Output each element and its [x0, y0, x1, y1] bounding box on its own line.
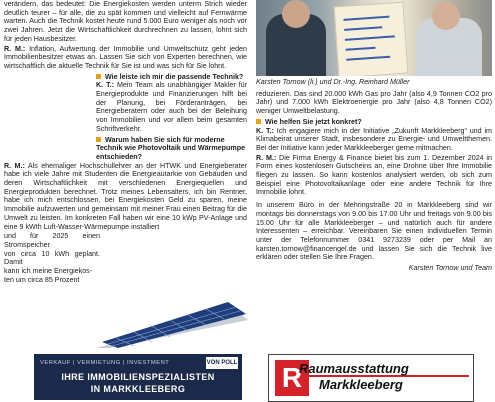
question-heading-3: Wie helfen Sie jetzt konkret?	[256, 118, 492, 127]
solar-panel-image	[96, 290, 248, 348]
answer-text: Inflation, Aufwertung der Immobilie und Umweltschutz geht jeden Immobilienbesitzer etwas an. Lassen Sie sich von Experten berechnen, wie wirtschaftlich die aktuelle Technik für Sie ist und was sich für Sie lohnt.	[4, 44, 247, 70]
question-heading-1: Wie leiste ich mir die passende Technik?	[96, 73, 247, 82]
office-paragraph: In unserem Büro in der Mehringstraße 20 in Markkleeberg sind wir montags bis donnerstags von 9.00 bis 17.00 Uhr und freitags von 9.00 bis 15.00 Uhr für alle Markkleeberger – und natürlich auch für andere Interessenten – erreichbar. Vereinbaren Sie einen individuellen Termin unter der Telefonnummer 0341 9273239 oder per Mail an karsten.tornow@financengel.de und lassen Sie sich die Technik live erklären oder stellen Sie Ihre Fragen.	[256, 201, 492, 262]
rm-answer-2	[4, 162, 247, 232]
continuation-paragraph: reduzieren. Das sind 20.000 kWh Gas pro Jahr (also 4,9 Tonnen CO2 pro Jahr) und 7.000 kWh Elektroenergie pro Jahr (also 4,8 Tonnen CO2) weniger Umweltbelastung.	[256, 89, 492, 116]
answer-text: Ich engagiere mich in der Initiative „Zukunft Markkleeberg“ und im Klimabeirat unserer Stadt, insbesondere zu Energie- und Umweltthemen. Bei der Initiative kann jeder Markkleeberger gerne mitmachen.	[256, 126, 492, 152]
left-column	[4, 0, 247, 285]
speaker-label: R. M.:	[4, 161, 25, 170]
answer-tail-1: und für 2025 einen Stromspeicher	[4, 232, 100, 249]
ad-brand-line-2: Markkleeberg	[319, 377, 403, 392]
kt-answer-2	[256, 127, 492, 153]
answer-tail-2: von circa 10 kWh geplant. Damit	[4, 249, 100, 267]
rm-answer-1	[4, 45, 247, 71]
speaker-label: K. T.:	[256, 126, 274, 135]
team-photo	[256, 0, 492, 76]
answer-text: Als ehemaliger Hochschullehrer an der HTWK und Energieberater habe ich viele Jahre mit Studenten die Energieautarkie von Gebäuden und deren Wirtschaftlichkeit mit verschiedenen Energiequellen und Energieprodukten berechnet. Trotz meines Lebensalters, ich bin Rentner, habe ich mich entschlossen, bei Energiekosten Geld zu sparen, meine Immobilie aufzuwerten und gemeinsam mit meiner Frau einen Beitrag für die Umwelt zu leisten. Im konkreten Fall haben wir eine 10 kWp PV-Anlage und eine 9 kWth Luft-Wasser-Wärmepumpe installiert	[4, 161, 247, 231]
answer-text: Mein Team als unabhängiger Makler für Energieprodukte und Finanzierungen hilft bei der Planung, bei Förderanträgen, bei Energieberatern oder auch bei der Beleihung von Immobilien und vor allem beim gesamten Schriftverkehr.	[96, 81, 247, 133]
answer-tail-3: kann ich meine Energiekos-	[4, 267, 93, 276]
banner-tagline: VERKAUF | VERMIETUNG | INVESTMENT	[40, 360, 170, 366]
vonpoll-logo: VON POLL	[206, 357, 238, 369]
flipchart-board	[334, 2, 409, 76]
speaker-label: R. M.:	[256, 153, 277, 162]
photo-caption: Karsten Tornow (li.) und Dr.-Ing. Reinhard Müller	[256, 78, 410, 86]
kt-answer-1	[96, 81, 247, 133]
right-column	[256, 0, 492, 280]
banner-headline-1: IHRE IMMOBILIENSPEZIALISTEN	[61, 372, 215, 382]
answer-text: Die Firma Energy & Finance bietet bis zum 1. Dezember 2024 in Form eines kostenlosen Gutscheins an, eine Drohne über Ihre Immobilie fliegen zu lassen. So kann kostenlos analysiert werden, ob sich zum Beispiel eine Photovoltaikanlage oder eine andere Technik für Ihre Immobilie lohnt.	[256, 153, 492, 197]
banner-headline-2: IN MARKKLEEBERG	[90, 384, 186, 394]
person-left-head	[282, 0, 310, 28]
person-right-head	[432, 2, 460, 30]
realestate-ad-banner[interactable]	[34, 354, 242, 400]
signature: Karsten Tornow und Team	[408, 264, 492, 273]
raumausstattung-ad[interactable]	[268, 354, 474, 402]
question-heading-2: Warum haben Sie sich für moderne Technik wie Photovoltaik und Wärmepumpe entschieden?	[96, 135, 246, 161]
speaker-label: K. T.:	[96, 81, 115, 90]
speaker-label: R. M.:	[4, 44, 26, 53]
rm-answer-3	[256, 154, 492, 198]
answer-tail-4: ten um circa 85 Prozent	[4, 275, 80, 284]
brand-letter-logo: R	[275, 360, 309, 396]
ad-brand-line-1: Raumausstattung	[299, 361, 409, 376]
intro-paragraph: verändern, das bedeutet: Die Energiekosten werden unterm Strich wieder deutlich teurer – für alle, die zu spät kommen und vielleicht auf Fernwärme warten. Auch die Technik kostet heute rund 5.000 Euro weniger als noch vor zwei Jahren. Jetzt die Wirtschaftlichkeit durchrechnen zu lassen, lohnt sich für jeden Hausbesitzer.	[4, 0, 247, 43]
